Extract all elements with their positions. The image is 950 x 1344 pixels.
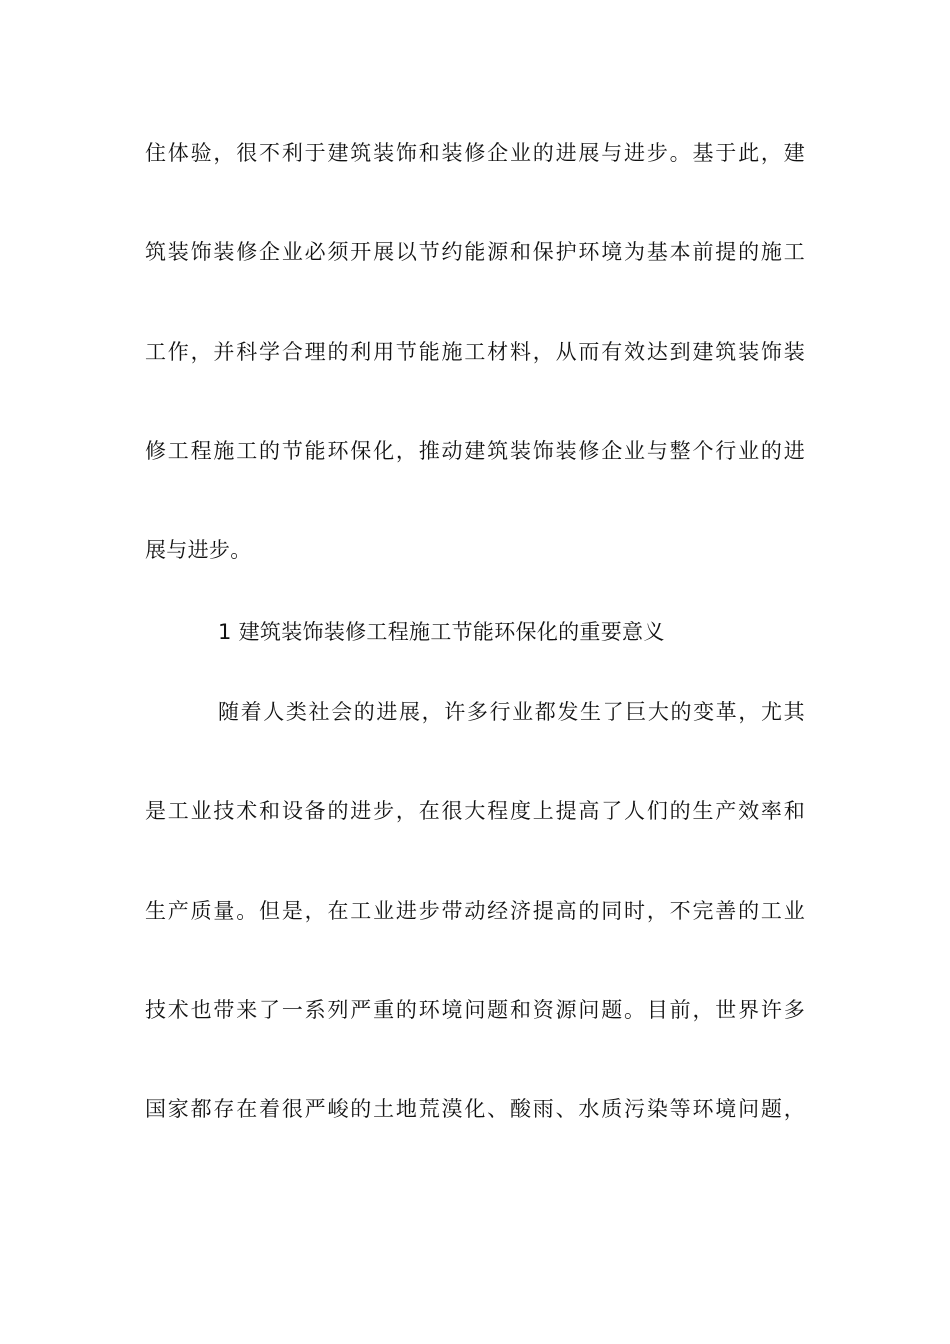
section-heading: 1 建筑装饰装修工程施工节能环保化的重要意义 [218,620,665,644]
paragraph-line: 筑装饰装修企业必须开展以节约能源和保护环境为基本前提的施工 [145,240,805,264]
paragraph-line: 住体验，很不利于建筑装饰和装修企业的进展与进步。基于此，建 [145,141,805,165]
paragraph-line: 国家都存在着很严峻的土地荒漠化、酸雨、水质污染等环境问题， [145,1097,805,1121]
paragraph-line: 生产质量。但是，在工业进步带动经济提高的同时，不完善的工业 [145,899,805,923]
paragraph-line: 技术也带来了一系列严重的环境问题和资源问题。目前，世界许多 [145,998,805,1022]
paragraph-line: 修工程施工的节能环保化，推动建筑装饰装修企业与整个行业的进 [145,439,805,463]
paragraph-line: 随着人类社会的进展，许多行业都发生了巨大的变革，尤其 [218,700,805,724]
paragraph-line: 是工业技术和设备的进步，在很大程度上提高了人们的生产效率和 [145,799,805,823]
paragraph-line: 展与进步。 [145,538,252,562]
paragraph-line: 工作，并科学合理的利用节能施工材料，从而有效达到建筑装饰装 [145,340,805,364]
